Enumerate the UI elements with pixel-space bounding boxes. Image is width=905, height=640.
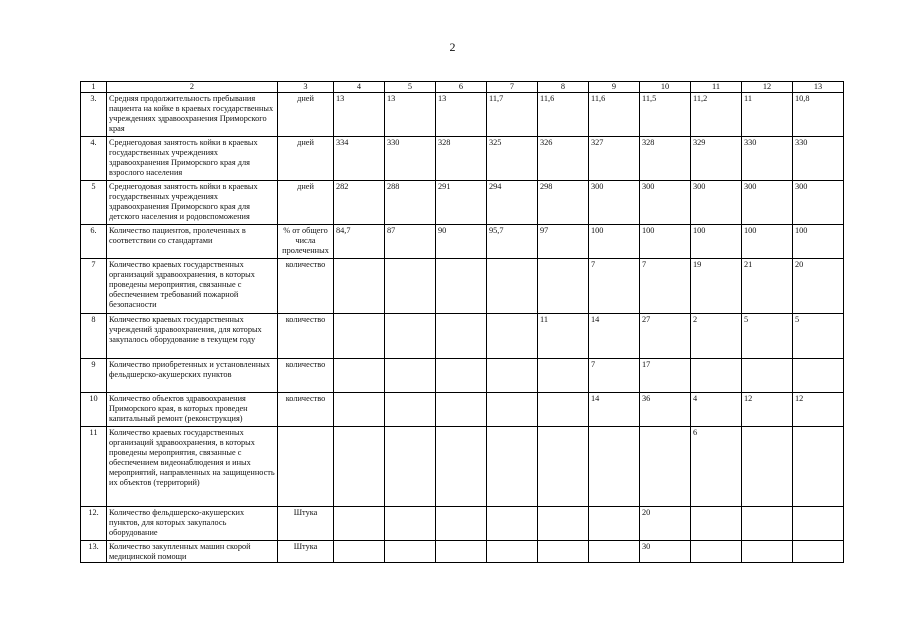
value-cell: 36: [640, 393, 691, 427]
indicator-name-cell: Среднегодовая занятость койки в краевых государственных учреждениях здравоохранения Приморского края для взрослого населения: [107, 137, 278, 181]
value-cell: 288: [385, 181, 436, 225]
table-row: [81, 137, 844, 181]
value-cell: 6: [691, 427, 742, 507]
value-cell: [538, 259, 589, 314]
page-number: 2: [449, 40, 456, 54]
value-cell: 20: [793, 259, 844, 314]
value-cell: 11,7: [487, 93, 538, 137]
value-cell: [334, 359, 385, 393]
indicator-name-cell: Среднегодовая занятость койки в краевых государственных учреждениях здравоохранения Приморского края для детского населения и родовспоможения: [107, 181, 278, 225]
indicator-name-cell: Количество приобретенных и установленных фельдшерско-акушерских пунктов: [107, 359, 278, 393]
indicator-name-cell: Средняя продолжительность пребывания пациента на койке в краевых государственных учреждениях здравоохранения Приморского края: [107, 93, 278, 137]
row-number-cell: 8: [81, 314, 107, 359]
value-cell: [436, 507, 487, 541]
value-cell: [385, 259, 436, 314]
value-cell: 2: [691, 314, 742, 359]
value-cell: [436, 359, 487, 393]
value-cell: [436, 393, 487, 427]
header-cell: 7: [487, 82, 538, 93]
value-cell: 84,7: [334, 225, 385, 259]
row-number-cell: 5: [81, 181, 107, 225]
indicator-name-cell: Количество краевых государственных организаций здравоохранения, в которых проведены мероприятия, связанные с обеспечением видеонаблюдения и иных мероприятий, направленных на защищенность их объектов (территорий): [107, 427, 278, 507]
value-cell: [691, 541, 742, 563]
row-number-cell: 3.: [81, 93, 107, 137]
value-cell: [793, 507, 844, 541]
header-cell: 4: [334, 82, 385, 93]
value-cell: [385, 427, 436, 507]
value-cell: 100: [589, 225, 640, 259]
value-cell: [691, 507, 742, 541]
row-number-cell: 4.: [81, 137, 107, 181]
value-cell: [487, 259, 538, 314]
indicator-name-cell: Количество пациентов, пролеченных в соответствии со стандартами: [107, 225, 278, 259]
unit-cell: Штука: [278, 541, 334, 563]
value-cell: [793, 427, 844, 507]
indicator-name-cell: Количество краевых государственных учреждений здравоохранения, для которых закупалось оборудование в текущем году: [107, 314, 278, 359]
value-cell: [334, 259, 385, 314]
indicators-table: [80, 81, 844, 563]
value-cell: 10,8: [793, 93, 844, 137]
value-cell: [385, 314, 436, 359]
value-cell: 326: [538, 137, 589, 181]
value-cell: 11: [742, 93, 793, 137]
table-row: [81, 225, 844, 259]
value-cell: 294: [487, 181, 538, 225]
value-cell: 300: [793, 181, 844, 225]
value-cell: 330: [793, 137, 844, 181]
value-cell: 13: [436, 93, 487, 137]
value-cell: [538, 541, 589, 563]
value-cell: 328: [640, 137, 691, 181]
value-cell: [589, 541, 640, 563]
value-cell: 7: [589, 359, 640, 393]
value-cell: 7: [589, 259, 640, 314]
row-number-cell: 11: [81, 427, 107, 507]
value-cell: [589, 507, 640, 541]
table-row: [81, 507, 844, 541]
value-cell: 300: [742, 181, 793, 225]
value-cell: 330: [385, 137, 436, 181]
unit-cell: дней: [278, 93, 334, 137]
value-cell: [793, 541, 844, 563]
unit-cell: [278, 427, 334, 507]
header-cell: 12: [742, 82, 793, 93]
value-cell: 329: [691, 137, 742, 181]
value-cell: 97: [538, 225, 589, 259]
value-cell: 11: [538, 314, 589, 359]
value-cell: 330: [742, 137, 793, 181]
value-cell: 11,5: [640, 93, 691, 137]
value-cell: 300: [640, 181, 691, 225]
value-cell: 13: [334, 93, 385, 137]
table-row: [81, 314, 844, 359]
value-cell: 12: [793, 393, 844, 427]
value-cell: 298: [538, 181, 589, 225]
value-cell: 21: [742, 259, 793, 314]
row-number-cell: 9: [81, 359, 107, 393]
row-number-cell: 13.: [81, 541, 107, 563]
unit-cell: количество: [278, 393, 334, 427]
value-cell: [385, 541, 436, 563]
value-cell: [538, 507, 589, 541]
value-cell: [538, 359, 589, 393]
header-cell: 9: [589, 82, 640, 93]
header-cell: 11: [691, 82, 742, 93]
header-row: [81, 82, 844, 93]
table-row: [81, 359, 844, 393]
value-cell: 300: [691, 181, 742, 225]
value-cell: [334, 427, 385, 507]
header-cell: 10: [640, 82, 691, 93]
header-cell: 5: [385, 82, 436, 93]
value-cell: 30: [640, 541, 691, 563]
value-cell: [436, 314, 487, 359]
header-cell: 6: [436, 82, 487, 93]
table-row: [81, 259, 844, 314]
value-cell: [334, 393, 385, 427]
value-cell: [742, 427, 793, 507]
value-cell: [742, 507, 793, 541]
value-cell: [742, 541, 793, 563]
table-row: [81, 181, 844, 225]
value-cell: 300: [589, 181, 640, 225]
value-cell: [436, 541, 487, 563]
value-cell: 100: [640, 225, 691, 259]
value-cell: [385, 393, 436, 427]
value-cell: 95,7: [487, 225, 538, 259]
indicator-name-cell: Количество фельдшерско-акушерских пунктов, для которых закупалось оборудование: [107, 507, 278, 541]
unit-cell: дней: [278, 181, 334, 225]
header-cell: 1: [81, 82, 107, 93]
value-cell: [385, 359, 436, 393]
table-row: [81, 93, 844, 137]
value-cell: 327: [589, 137, 640, 181]
row-number-cell: 6.: [81, 225, 107, 259]
value-cell: 13: [385, 93, 436, 137]
header-cell: 13: [793, 82, 844, 93]
value-cell: 27: [640, 314, 691, 359]
value-cell: 17: [640, 359, 691, 393]
header-cell: 8: [538, 82, 589, 93]
value-cell: [640, 427, 691, 507]
value-cell: [334, 507, 385, 541]
value-cell: 90: [436, 225, 487, 259]
row-number-cell: 10: [81, 393, 107, 427]
value-cell: 291: [436, 181, 487, 225]
value-cell: [487, 507, 538, 541]
unit-cell: количество: [278, 259, 334, 314]
unit-cell: количество: [278, 359, 334, 393]
value-cell: 5: [793, 314, 844, 359]
value-cell: [487, 541, 538, 563]
value-cell: 282: [334, 181, 385, 225]
value-cell: 20: [640, 507, 691, 541]
value-cell: 100: [742, 225, 793, 259]
header-cell: 3: [278, 82, 334, 93]
value-cell: [538, 393, 589, 427]
value-cell: 11,6: [589, 93, 640, 137]
value-cell: [487, 427, 538, 507]
unit-cell: дней: [278, 137, 334, 181]
value-cell: 325: [487, 137, 538, 181]
header-cell: 2: [107, 82, 278, 93]
unit-cell: % от общего числа пролеченных: [278, 225, 334, 259]
value-cell: 11,2: [691, 93, 742, 137]
indicator-name-cell: Количество закупленных машин скорой медицинской помощи: [107, 541, 278, 563]
value-cell: [436, 427, 487, 507]
table-row: [81, 427, 844, 507]
value-cell: 100: [691, 225, 742, 259]
value-cell: 14: [589, 314, 640, 359]
value-cell: 100: [793, 225, 844, 259]
table-row: [81, 393, 844, 427]
value-cell: 334: [334, 137, 385, 181]
value-cell: 7: [640, 259, 691, 314]
value-cell: 4: [691, 393, 742, 427]
table-row: [81, 541, 844, 563]
value-cell: 328: [436, 137, 487, 181]
indicator-name-cell: Количество краевых государственных организаций здравоохранения, в которых проведены мероприятия, связанные с обеспечением требований пожарной безопасности: [107, 259, 278, 314]
value-cell: 11,6: [538, 93, 589, 137]
value-cell: 87: [385, 225, 436, 259]
value-cell: [334, 541, 385, 563]
value-cell: [691, 359, 742, 393]
unit-cell: Штука: [278, 507, 334, 541]
unit-cell: количество: [278, 314, 334, 359]
indicator-name-cell: Количество объектов здравоохранения Приморского края, в которых проведен капитальный ремонт (реконструкция): [107, 393, 278, 427]
value-cell: 5: [742, 314, 793, 359]
value-cell: [487, 393, 538, 427]
value-cell: [334, 314, 385, 359]
row-number-cell: 7: [81, 259, 107, 314]
value-cell: [385, 507, 436, 541]
value-cell: [589, 427, 640, 507]
value-cell: [793, 359, 844, 393]
value-cell: [487, 314, 538, 359]
value-cell: 12: [742, 393, 793, 427]
value-cell: [487, 359, 538, 393]
value-cell: [436, 259, 487, 314]
value-cell: [742, 359, 793, 393]
row-number-cell: 12.: [81, 507, 107, 541]
value-cell: 19: [691, 259, 742, 314]
value-cell: 14: [589, 393, 640, 427]
value-cell: [538, 427, 589, 507]
